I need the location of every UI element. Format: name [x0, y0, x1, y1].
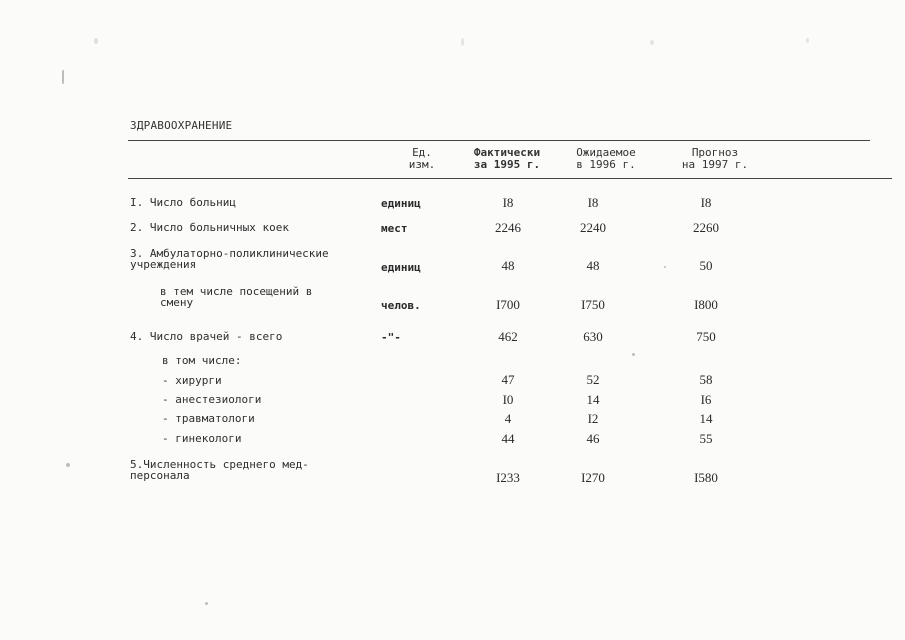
document-title: ЗДРАВООХРАНЕНИЕ [130, 119, 233, 132]
row-value-1997: 55 [699, 431, 713, 446]
scan-speck [205, 602, 208, 605]
row-value-1995: 2246 [495, 220, 521, 235]
row-value-1996: 630 [583, 329, 603, 344]
scan-speck [632, 353, 635, 356]
row-value-1995: I8 [502, 195, 514, 210]
row-value-1996: I270 [581, 470, 605, 485]
scan-speck [62, 70, 64, 84]
row-value-1997: I580 [694, 470, 718, 485]
row-label: - гинекологи [162, 432, 242, 445]
row-unit: -"- [381, 331, 401, 344]
row-value-1996: 2240 [580, 220, 606, 235]
row-value-1997: I6 [700, 392, 712, 407]
scan-speck [461, 38, 464, 46]
row-label: - хирурги [162, 374, 222, 387]
row-value-1995: 4 [504, 411, 512, 426]
row-value-1997: 2260 [693, 220, 719, 235]
row-value-1996: I2 [587, 411, 599, 426]
row-label: - травматологи [162, 412, 255, 425]
row-value-1997: I800 [694, 297, 718, 312]
row-value-1997: 50 [699, 258, 713, 273]
header-unit: Ед. изм. [408, 146, 436, 171]
row-label: 2. Число больничных коек [130, 221, 289, 234]
row-value-1997: I8 [700, 195, 712, 210]
scan-speck [806, 38, 809, 43]
header-expected-1996: Ожидаемое в 1996 г. [576, 146, 636, 171]
scan-speck [66, 463, 70, 467]
scan-speck [94, 38, 98, 44]
row-label: 5.Численность среднего мед- персонала [130, 458, 309, 482]
row-value-1995: I700 [496, 297, 520, 312]
row-label: 3. Амбулаторно-поликлинические учреждения [130, 247, 329, 271]
row-value-1995: 47 [501, 372, 515, 387]
header-forecast-1997: Прогноз на 1997 г. [681, 146, 749, 171]
row-value-1995: 462 [498, 329, 518, 344]
row-value-1996: I750 [581, 297, 605, 312]
scan-speck [650, 40, 654, 45]
row-unit: челов. [381, 299, 421, 312]
row-value-1996: I8 [587, 195, 599, 210]
row-value-1996: 14 [586, 392, 600, 407]
row-unit: единиц [381, 261, 421, 274]
row-label: 4. Число врачей - всего [130, 330, 283, 343]
row-label: I. Число больниц [130, 196, 236, 209]
header-actual-1995: Фактически за 1995 г. [473, 146, 541, 171]
row-value-1996: 52 [586, 372, 600, 387]
row-value-1995: 44 [501, 431, 515, 446]
row-value-1997: 14 [699, 411, 713, 426]
row-value-1995: I233 [496, 470, 520, 485]
row-label: в тем числе посещений в смену [160, 285, 313, 309]
row-unit: единиц [381, 197, 421, 210]
row-value-1997: 58 [699, 372, 713, 387]
row-unit: мест [381, 222, 408, 235]
scan-speck [664, 266, 666, 268]
row-label: - анестезиологи [162, 393, 262, 406]
row-value-1995: 48 [501, 258, 515, 273]
row-value-1995: I0 [502, 392, 514, 407]
row-label: в том числе: [162, 354, 242, 367]
row-value-1997: 750 [696, 329, 716, 344]
row-value-1996: 48 [586, 258, 600, 273]
row-value-1996: 46 [586, 431, 600, 446]
